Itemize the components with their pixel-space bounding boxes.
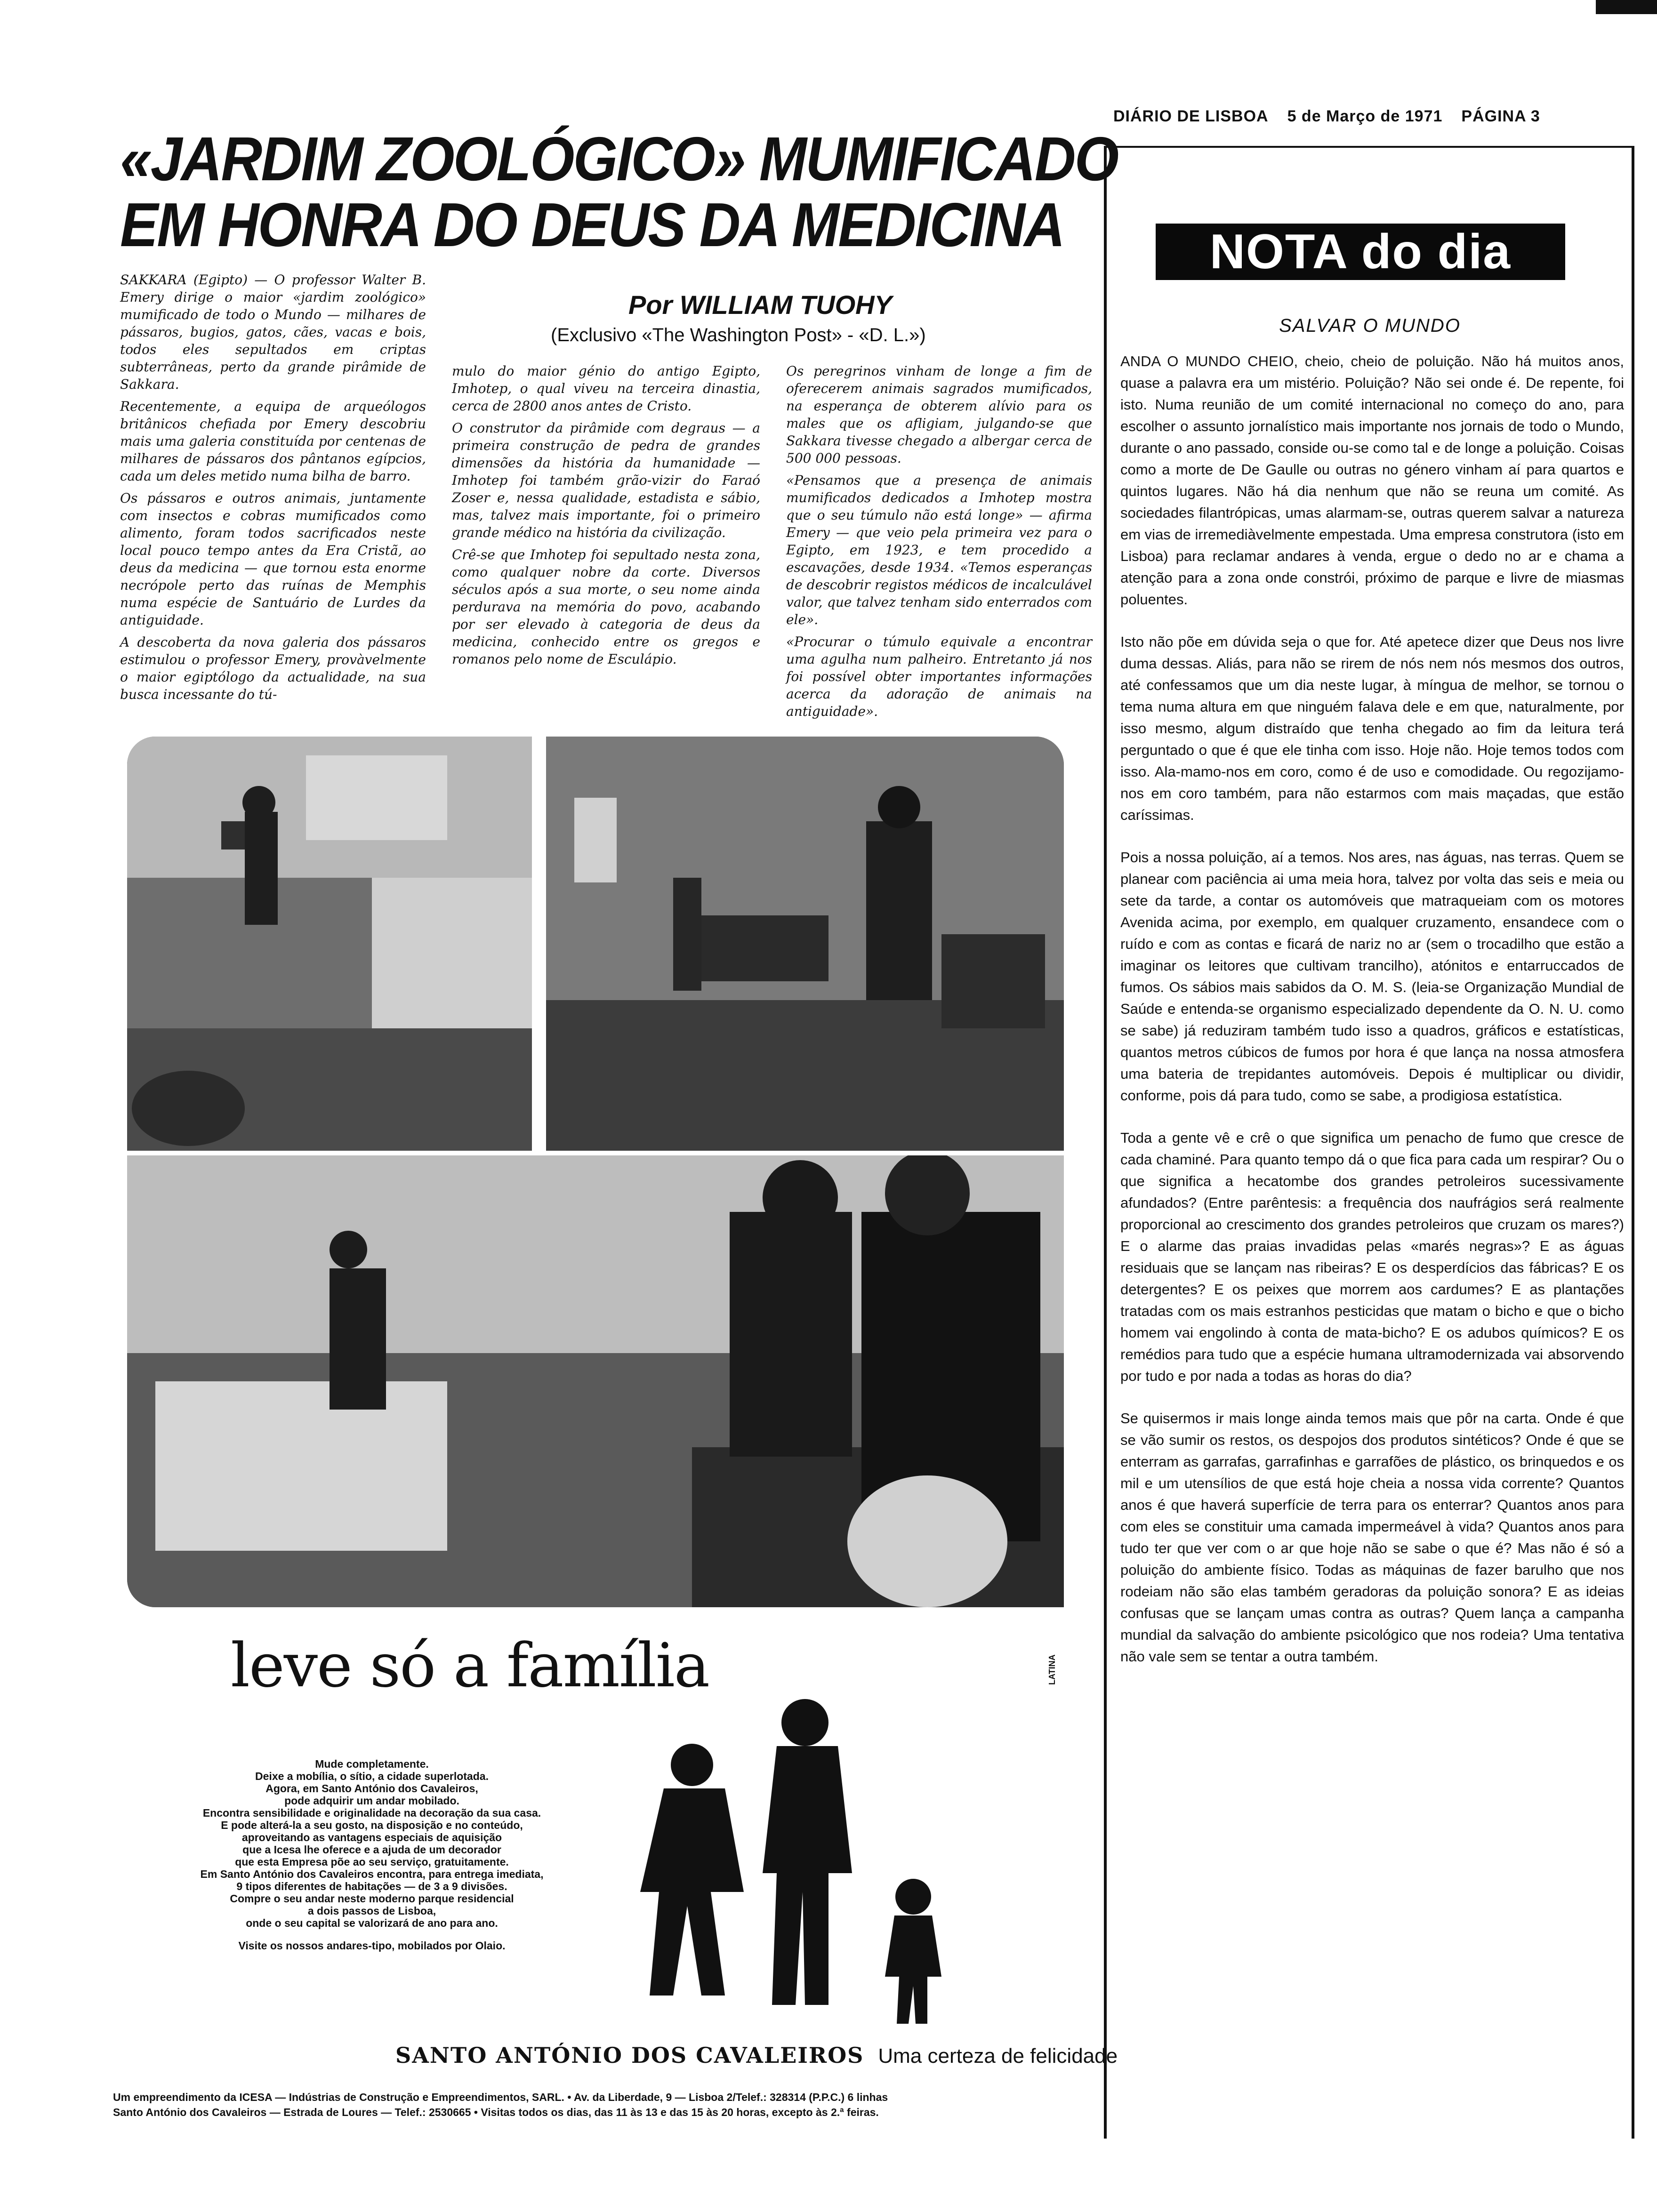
photo-kitchen-image	[127, 737, 532, 1151]
page-edge-mark	[1596, 0, 1657, 14]
nota-do-dia-logo: NOTA do dia	[1156, 224, 1565, 280]
photo-family-scene	[127, 1155, 1064, 1607]
article-paragraph: mulo do maior génio do antigo Egipto, Imhotep, o qual viveu na terceira dinastia, cerca de 2800 anos antes de Cristo.	[452, 363, 760, 414]
nota-paragraph: Isto não põe em dúvida seja o que for. Até apetece dizer que Deus nos livre duma dessas. Aliás, para não se rirem de nós nem nós mesmos dos outros, até confessamos que um dia neste lugar, à míngua de melhor, se tornou o tema numa altura em que ninguém falava dele e em que, naturalmente, por isso mesmo, algum distraído que tenha chegado ao fim da leitura terá perguntado o que é que ele tinha com isso. Hoje não. Hoje temos todos com isso. Ala-mamo-nos em coro, como é de uso e comodidade. Ou regozijamo-nos em coro também, para não estarmos com mais maçadas, que estão caríssimas.	[1120, 633, 1624, 823]
ad-line: 9 tipos diferentes de habitações — de 3 a 9 divisões.	[236, 1880, 507, 1892]
ad-agency-mark: LATINA	[1047, 1654, 1057, 1685]
masthead	[1113, 107, 1645, 136]
ad-line: onde o seu capital se valorizará de ano para ano.	[246, 1917, 498, 1929]
nota-paragraph: ANDA O MUNDO CHEIO, cheio, cheio de poluição. Não há muitos anos, quase a palavra era um mistério. Poluição? Não sei onde é. De repente, foi isto. Numa reunião de um comité internacional no começo do ano, para escolher o assunto jornalístico mais importante nos jornais de todo o Mundo, durante o ano passado, conside ou-se como tal e de longe a poluição. Coisas como a morte de De Gaulle ou outras no género vinham aí para quartos e quintos lugares. Não há dia nenhum que não se reuna um comité. As sociedades filantrópicas, umas alarmam-se, outras querem salvar a natureza em vias de irremediàvelmente empestada. Uma empresa construtora (isto em Lisboa) para reclamar andares à venda, ergue o dedo no ar e chama a atenção para a zona onde constrói, próximo de parque e livre de miasmas poluentes.	[1120, 353, 1624, 608]
ad-line: Compre o seu andar neste moderno parque residencial	[230, 1892, 514, 1905]
article-paragraph: SAKKARA (Egipto) — O professor Walter B. Emery dirige o maior «jardim zoológico» mumificado de todo o Mundo — milhares de pássaros, bugios, gatos, cães, vacas e bois, todos eles sepultados em criptas subterrâneas, perto da grande pirâmide de Sakkara.	[120, 272, 426, 392]
headline-line-1: «JARDIM ZOOLÓGICO» MUMIFICADO	[120, 124, 1118, 193]
ad-tagline: Uma certeza de felicidade	[878, 2044, 1118, 2068]
nota-body	[1120, 351, 1624, 1688]
article-paragraph: «Procurar o túmulo equivale a encontrar uma agulha num palheiro. Entretanto já nos foi possível obter importantes informações acerca da adoração de animais na antiguidade».	[786, 634, 1092, 719]
ad-line: Mude completamente.	[315, 1758, 429, 1770]
headline-line-2: EM HONRA DO DEUS DA MEDICINA	[120, 190, 1064, 259]
newspaper-name: DIÁRIO DE LISBOA	[1113, 107, 1269, 125]
ad-line: que a Icesa lhe oferece e a ajuda de um decorador	[242, 1843, 501, 1856]
article-headline	[120, 124, 1118, 259]
ad-line: E pode alterá-la a seu gosto, na disposição e no conteúdo,	[221, 1819, 523, 1831]
ad-line: Agora, em Santo António dos Cavaleiros,	[265, 1782, 478, 1795]
nota-paragraph: Se quisermos ir mais longe ainda temos mais que pôr na carta. Onde é que se vão sumir os restos, os despojos dos produtos sintéticos? Onde é que se enterram as garrafas, garrafinhas e garrafões de plástico, os brinquedos e os mil e um utensílios de que está hoje cheia a nossa vida corrente? Quantos anos é que haverá superfície de terra para os enterrar? Quantos anos para com eles se constituir uma camada impermeável à vida? Quantos anos para tudo ter que ver com o ar que hoje não se sabe o que é? Mas não é só a poluição do ambiente físico. Todas as máquinas de fazer barulho que nos rodeiam não são elas também geradoras da poluição sonora? E as ideias confusas que se lançam umas contra as outras? Quem lança a campanha mundial da salvação do ambiente psicológico que nos rodeia? Uma tentativa não vale sem se tentar a outra também.	[1120, 1410, 1624, 1665]
ad-brand-line	[395, 2043, 1118, 2068]
photo-living-room-scene	[546, 737, 1064, 1151]
photo-family-image	[127, 1155, 1064, 1607]
ad-brand-name: SANTO ANTÓNIO DOS CAVALEIROS	[395, 2043, 864, 2068]
article-paragraph: Os pássaros e outros animais, juntamente com insectos e cobras mumificados como alimento, foram todos sacrificados neste local pouco tempo antes da Era Cristã, ao deus da medicina — que tornou esta enorme necrópole perto das ruínas de Memphis numa espécie de Santuário de Lurdes da antiguidade.	[120, 490, 426, 628]
ad-body	[137, 1758, 607, 1952]
ad-footer	[113, 2090, 1092, 2120]
photo-living-room-image	[546, 737, 1064, 1151]
ad-line: que esta Empresa põe ao seu serviço, gratuitamente.	[235, 1856, 509, 1868]
article-paragraph: Os peregrinos vinham de longe a fim de oferecerem animais sagrados mumificados, na esperança de obterem alívio para os males que os afligiam, julgando-se que Sakkara tivesse chegado a albergar cerca de 500 000 pessoas.	[786, 363, 1092, 466]
issue-date: 5 de Março de 1971	[1287, 107, 1443, 125]
article-paragraph: «Pensamos que a presença de animais mumificados dedicados a Imhotep mostra que o seu túmulo não está longe» — afirma Emery — que veio pela primeira vez para o Egipto, em 1923, e tem procedido a escavações, desde 1934. «Temos esperanças de descobrir registos médicos de incalculável valor, que talvez tenham sido enterrados com ele».	[786, 473, 1092, 627]
nota-paragraph: Pois a nossa poluição, aí a temos. Nos ares, nas águas, nas terras. Quem se planear com paciência ai uma meia hora, talvez por volta das seis e meia ou sete da tarde, a contar os automóveis que matraqueiam com os motores Avenida acima, por exemplo, em qualquer cruzamento, ensandece com o ruído e com as contas e ficará de nariz no ar (sem o trocadilho que estão a imaginar os leitores que cultivam trancilho), atónitos e entarruccados de fumos. Os sábios mais sabidos da O. M. S. (leia-se Organização Mundial de Saúde e entenda-se organismo especializado dependente da O. N. U. como se sabe) já reduziram também tudo isso a quadros, gráficos e estatísticas, quantos metros cúbicos de fumos por hora é que lança na nossa atmosfera uma bateria de trepidantes automóveis. Depois é multiplicar ou dividir, conforme, pois dá para tudo, como se sabe, a prodigiosa estatística.	[1120, 849, 1624, 1104]
ad-line: pode adquirir um andar mobilado.	[284, 1795, 459, 1807]
ad-slogan: leve só a família	[231, 1631, 709, 1701]
article-paragraph: O construtor da pirâmide com degraus — a primeira construção de pedra de grandes dimensões da história da humanidade — Imhotep foi também grão-vizir do Faraó Zoser e, nessa qualidade, estadista e sábio, mas, talvez mais importante, foi o primeiro grande médico na história da civilização.	[452, 420, 760, 540]
ad-footer-line: Um empreendimento da ICESA — Indústrias de Construção e Empreendimentos, SARL. • Av. da Liberdade, 9 — Lisboa 2/Telef.: 328314 (P.P.C.) 6 linhas	[113, 2091, 888, 2103]
ad-line: a dois passos de Lisboa,	[307, 1905, 436, 1917]
nota-title: SALVAR O MUNDO	[1279, 315, 1461, 336]
article-column-2	[452, 362, 760, 673]
ad-line: Visite os nossos andares-tipo, mobilados por Olaio.	[238, 1940, 506, 1952]
article-column-3	[786, 362, 1092, 725]
article-paragraph: A descoberta da nova galeria dos pássaros estimulou o professor Emery, provàvelmente o maior egiptólogo da actualidade, na sua busca incessante do tú-	[120, 634, 426, 702]
page-number: PÁGINA 3	[1461, 107, 1540, 125]
article-column-1	[120, 271, 426, 708]
byline: Por WILLIAM TUOHY	[628, 290, 892, 320]
ad-footer-line: Santo António dos Cavaleiros — Estrada de Loures — Telef.: 2530665 • Visitas todos os dias, das 11 às 13 e das 15 às 20 horas, excepto às 2.ª feiras.	[113, 2106, 879, 2118]
photo-kitchen-scene	[127, 737, 532, 1151]
article-paragraph: Crê-se que Imhotep foi sepultado nesta zona, como qualquer nobre da corte. Diversos séculos após a sua morte, o seu nome ainda perdurava na memória do povo, acabando por ser elevado à categoria de deus da medicina, conhecido entre os gregos e romanos pelo nome de Esculápio.	[452, 547, 760, 667]
article-paragraph: Recentemente, a equipa de arqueólogos britânicos chefiada por Emery descobriu mais uma galeria constituída por centenas de milhares de pássaros dos pântanos egípcios, cada um deles metido numa bilha de barro.	[120, 399, 426, 484]
ad-family-figures-image	[607, 1694, 984, 2033]
ad-line: Deixe a mobília, o sítio, a cidade superlotada.	[255, 1770, 489, 1782]
ad-line: Encontra sensibilidade e originalidade na decoração da sua casa.	[202, 1807, 541, 1819]
ad-line: Em Santo António dos Cavaleiros encontra, para entrega imediata,	[200, 1868, 544, 1880]
ad-line: aproveitando as vantagens especiais de aquisição	[241, 1831, 502, 1843]
credit-line: (Exclusivo «The Washington Post» - «D. L.»)	[551, 325, 926, 345]
nota-paragraph: Toda a gente vê e crê o que significa um penacho de fumo que cresce de cada chaminé. Para quanto tempo dá o que fica para cada um respirar? Ou o que significa a hecatombe dos grandes petroleiros sucessivamente afundados? (Entre parêntesis: a frequência dos naufrágios será realmente proporcional ao crescimento dos grandes petroleiros que cruzam os mares?) E o alarme das praias invadidas pelas «marés negras»? E as águas residuais que se lançam nas ribeiras? E os desperdícios das fábricas? E os detergentes? E os peixes que morrem aos cardumes? E as plantações tratadas com os mais estranhos pesticidas que matam o bicho e que o bicho homem vai engolindo à conta de mata-bicho? E os adubos químicos? E os remédios para tudo que a espécie humana ultramodernizada vai absorvendo por tudo e por nada a todas as horas do dia?	[1120, 1130, 1624, 1384]
